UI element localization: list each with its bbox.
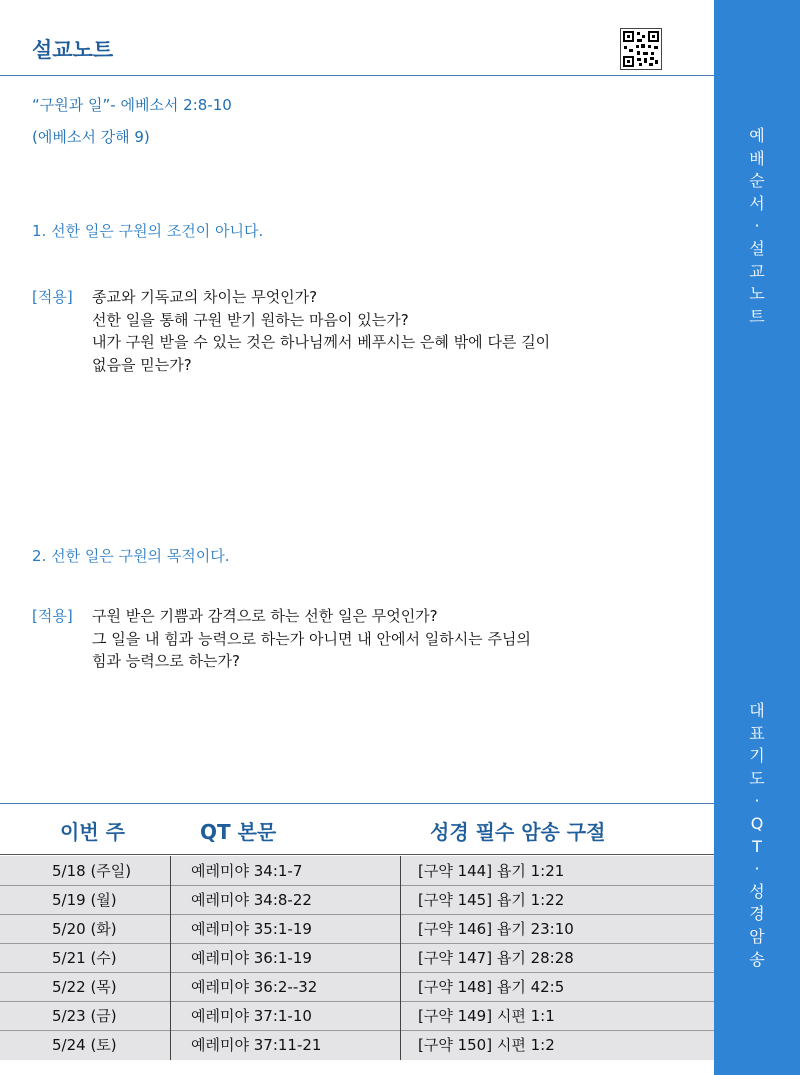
table-row [0, 1001, 714, 1030]
apply-tag: [적용] [32, 607, 73, 625]
apply-line: 힘과 능력으로 하는가? [92, 652, 240, 671]
sidebar-char: 도 [749, 768, 765, 788]
sidebar-char: 교 [749, 261, 765, 281]
row-verse: [구약 144] 욥기 1:21 [418, 862, 565, 880]
table-row [0, 972, 714, 1001]
column-header-qt: QT 본문 [200, 820, 277, 844]
row-qt: 예레미야 35:1-19 [191, 920, 312, 938]
header-divider [0, 75, 714, 76]
table-row [0, 856, 714, 885]
sidebar-char: 암 [749, 926, 765, 946]
row-divider [0, 943, 714, 944]
row-qt: 예레미야 34:8-22 [191, 891, 312, 909]
sidebar-char: · [754, 859, 760, 879]
sidebar-char: 서 [749, 193, 765, 213]
apply-line: 종교와 기독교의 차이는 무엇인가? [92, 288, 318, 306]
table-top-divider [0, 803, 714, 804]
column-divider [400, 856, 401, 1060]
row-qt: 예레미야 37:11-21 [191, 1036, 322, 1054]
point-heading-1: 1. 선한 일은 구원의 조건이 아니다. [32, 222, 264, 240]
sidebar-char: 순 [749, 171, 765, 191]
application-block-1 [32, 286, 550, 376]
row-date: 5/23 (금) [52, 1007, 117, 1025]
row-date: 5/20 (화) [52, 920, 117, 938]
row-qt: 예레미야 36:2--32 [191, 978, 318, 996]
row-divider [0, 914, 714, 915]
sidebar-char: 표 [749, 723, 765, 743]
row-verse: [구약 146] 욥기 23:10 [418, 920, 574, 938]
sidebar-char: Q [750, 813, 764, 833]
sidebar-char: 트 [749, 306, 765, 326]
right-sidebar [714, 0, 800, 1075]
row-verse: [구약 149] 시편 1:1 [418, 1007, 555, 1025]
apply-line: 구원 받은 기쁨과 감격으로 하는 선한 일은 무엇인가? [92, 607, 438, 625]
sidebar-char: 노 [749, 284, 765, 304]
row-divider [0, 1001, 714, 1002]
application-block-2 [32, 605, 531, 673]
row-date: 5/18 (주일) [52, 862, 132, 880]
apply-line: 내가 구원 받을 수 있는 것은 하나님께서 베푸시는 은혜 밖에 다른 길이 [92, 333, 551, 352]
sidebar-char: 기 [749, 746, 765, 766]
sidebar-char: T [752, 836, 762, 856]
row-date: 5/24 (토) [52, 1036, 117, 1054]
row-verse: [구약 145] 욥기 1:22 [418, 891, 565, 909]
sidebar-char: · [754, 791, 760, 811]
table-header [0, 816, 714, 852]
row-verse: [구약 147] 욥기 28:28 [418, 949, 574, 967]
row-qt: 예레미야 34:1-7 [191, 862, 303, 880]
row-verse: [구약 150] 시편 1:2 [418, 1036, 555, 1054]
apply-line: 없음을 믿는가? [92, 355, 192, 374]
table-row [0, 885, 714, 914]
apply-line: 그 일을 내 힘과 능력으로 하는가 아니면 내 안에서 일하시는 주님의 [92, 629, 531, 648]
row-divider [0, 885, 714, 886]
row-qt: 예레미야 36:1-19 [191, 949, 312, 967]
row-divider [0, 1030, 714, 1031]
table-row [0, 1030, 714, 1059]
sidebar-char: 배 [749, 148, 765, 168]
sidebar-char: · [754, 216, 760, 236]
sidebar-char: 경 [749, 904, 765, 924]
column-divider [170, 856, 171, 1060]
apply-line: 선한 일을 통해 구원 받기 원하는 마음이 있는가? [92, 310, 409, 329]
table-header-divider [0, 854, 714, 855]
row-verse: [구약 148] 욥기 42:5 [418, 978, 565, 996]
sidebar-char: 성 [749, 881, 765, 901]
sidebar-char: 대 [749, 701, 765, 720]
row-date: 5/22 (목) [52, 978, 117, 996]
row-divider [0, 972, 714, 973]
sidebar-label-top [714, 125, 800, 328]
apply-tag: [적용] [32, 288, 73, 306]
sidebar-label-bottom [714, 700, 800, 971]
sidebar-char: 설 [749, 238, 765, 258]
page-title: 설교노트 [32, 38, 114, 62]
column-header-week: 이번 주 [60, 820, 125, 844]
sidebar-char: 예 [749, 126, 765, 145]
sidebar-char: 송 [749, 949, 765, 969]
qr-code-icon [620, 28, 662, 70]
row-date: 5/21 (수) [52, 949, 117, 967]
sermon-series: (에베소서 강해 9) [32, 128, 150, 146]
column-header-verse: 성경 필수 암송 구절 [430, 820, 606, 844]
row-date: 5/19 (월) [52, 891, 117, 909]
sermon-title: “구원과 일”- 에베소서 2:8-10 [32, 96, 232, 114]
point-heading-2: 2. 선한 일은 구원의 목적이다. [32, 547, 230, 565]
table-row [0, 914, 714, 943]
table-row [0, 943, 714, 972]
row-qt: 예레미야 37:1-10 [191, 1007, 312, 1025]
